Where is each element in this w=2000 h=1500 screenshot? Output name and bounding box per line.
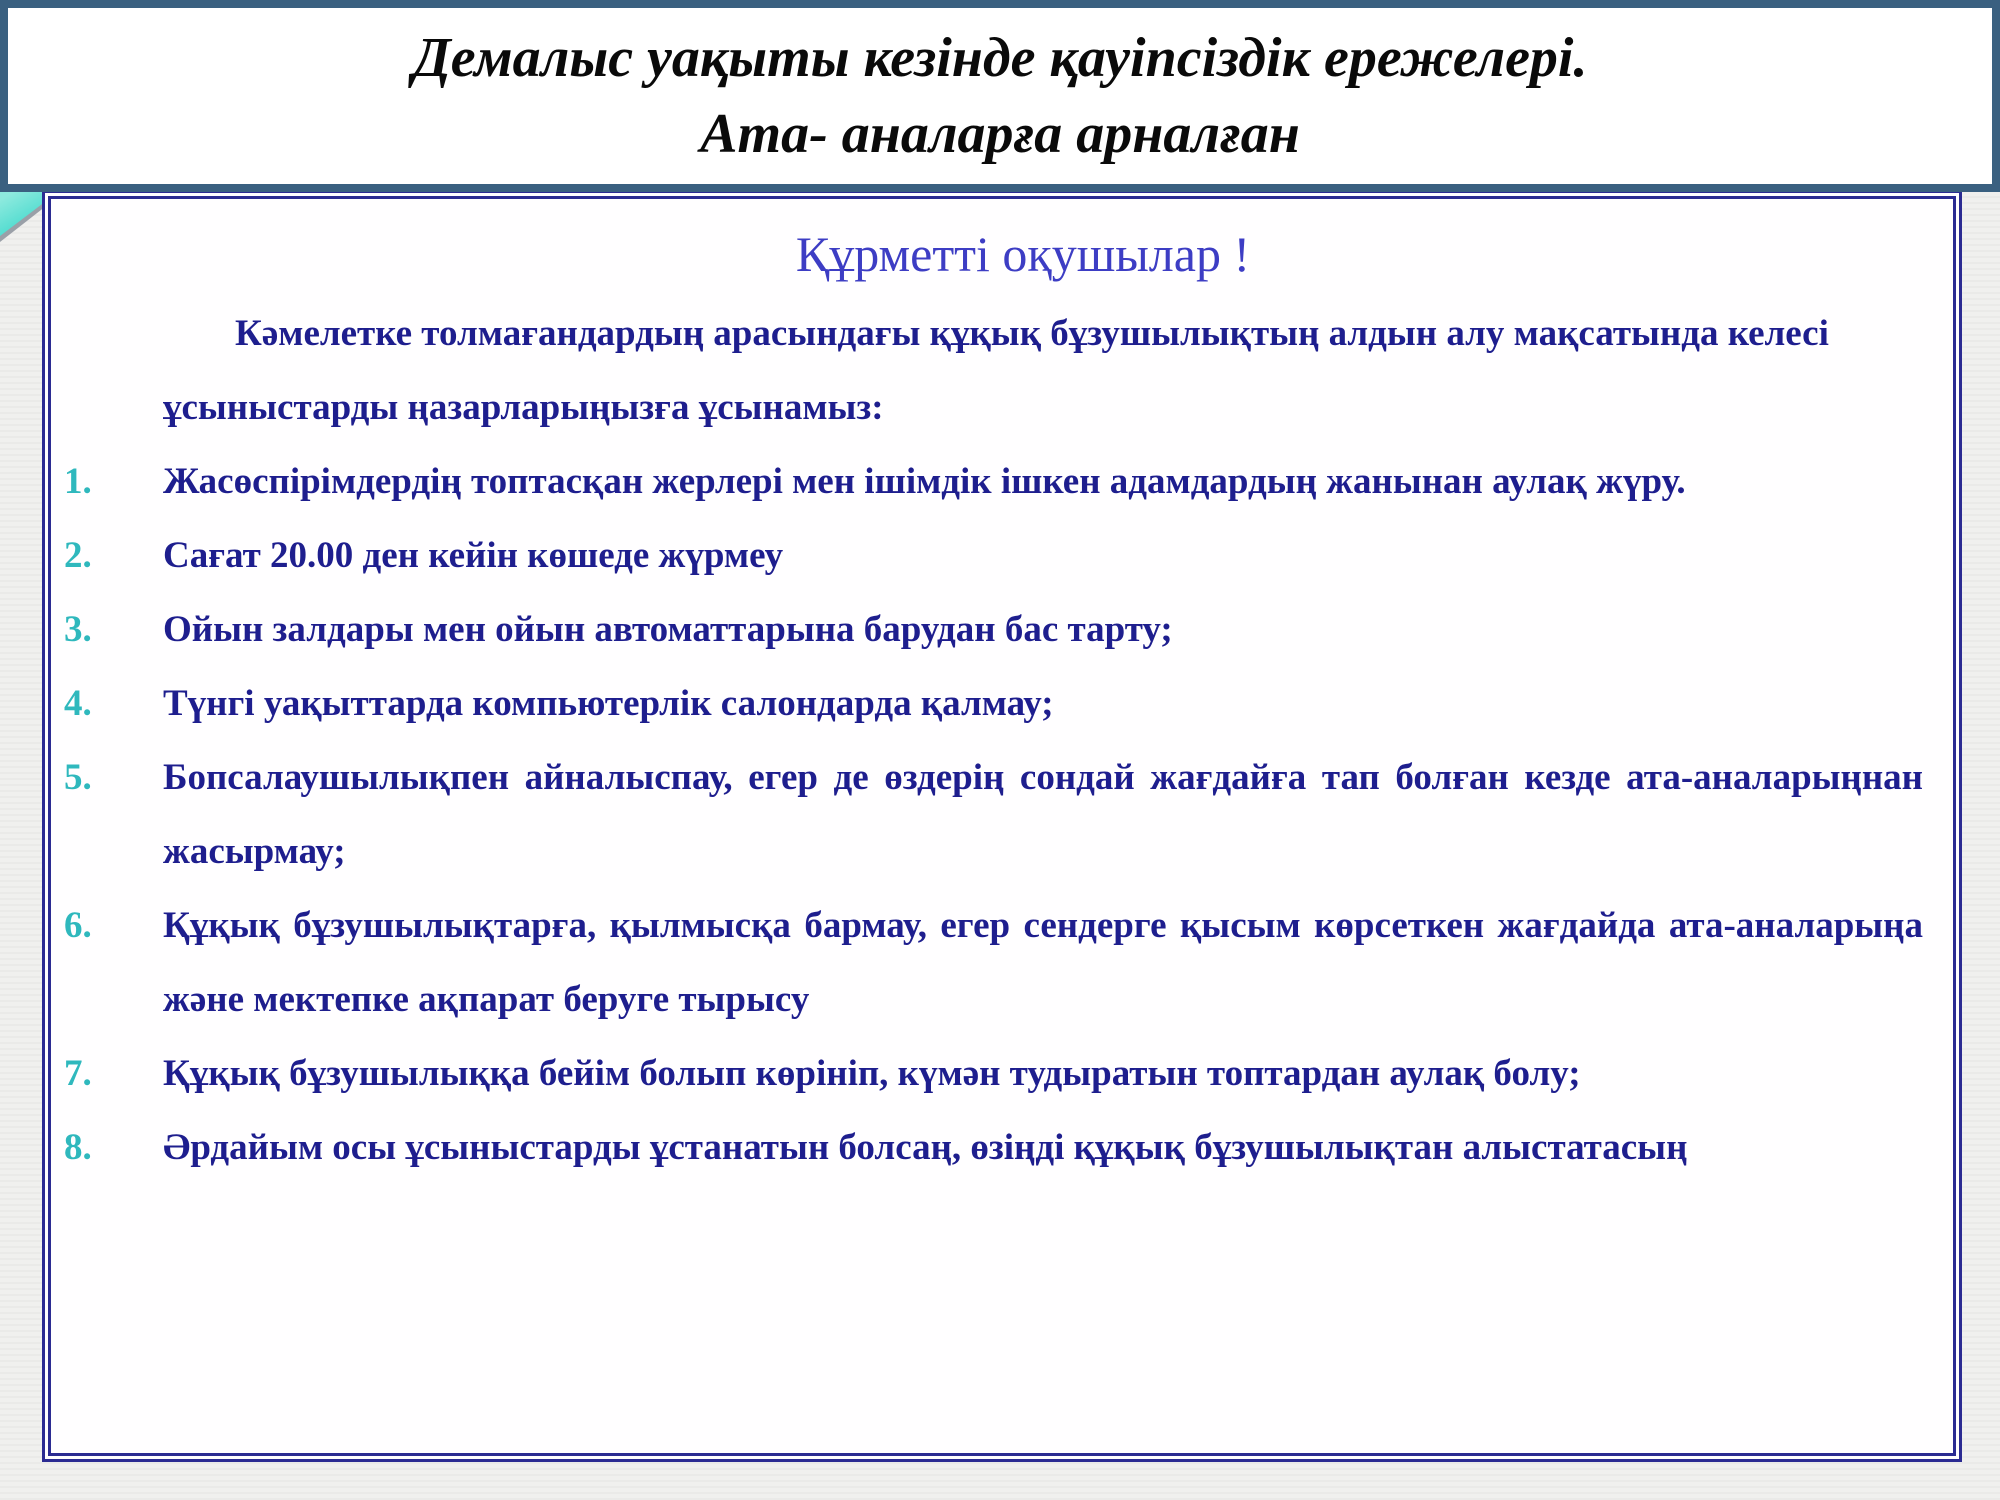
rule-item-7	[64, 1037, 1923, 1111]
title-banner	[0, 0, 2000, 192]
rule-text-7: Құқық бұзушылыққа бейім болып көрініп, күмән тудыратын топтардан аулақ болу;	[163, 1053, 1581, 1094]
slide-title-line1: Демалыс уақыты кезінде қауіпсіздік ережелері.	[412, 27, 1588, 89]
rule-number-8: 8.	[64, 1127, 92, 1168]
rule-number-7: 7.	[64, 1053, 92, 1094]
slide-title-line2: Ата- аналарға арналған	[700, 103, 1300, 165]
rule-number-1: 1.	[64, 461, 92, 502]
rule-number-3: 3.	[64, 609, 92, 650]
rule-text-5: Бопсалаушылықпен айналыспау, егер де өздерің сондай жағдайға тап болған кезде ата-аналарыңнан жасырмау;	[163, 757, 1923, 872]
rule-item-6	[64, 889, 1923, 1037]
rule-item-3	[64, 593, 1923, 667]
rules-list	[64, 445, 1923, 1185]
rule-item-1	[64, 445, 1923, 519]
rule-text-4: Түнгі уақыттарда компьютерлік салондарда қалмау;	[163, 683, 1054, 724]
rule-item-2	[64, 519, 1923, 593]
rule-text-1: Жасөспірімдердің топтасқан жерлері мен ішімдік ішкен адамдардың жанынан аулақ жүру.	[163, 461, 1686, 502]
rule-text-2: Сағат 20.00 ден кейін көшеде жүрмеу	[163, 535, 784, 576]
content-box	[42, 190, 1962, 1462]
rule-item-8	[64, 1111, 1923, 1185]
rule-item-4	[64, 667, 1923, 741]
rule-text-6: Құқық бұзушылықтарға, қылмысқа бармау, егер сендерге қысым көрсеткен жағдайда ата-аналарыңа және мектепке ақпарат беруге тырысу	[163, 905, 1923, 1020]
rule-text-8: Әрдайым осы ұсыныстарды ұстанатын болсаң, өзіңді құқық бұзушылықтан алыстатасың	[163, 1127, 1688, 1168]
rule-number-4: 4.	[64, 683, 92, 724]
rule-text-3: Ойын залдары мен ойын автоматтарына барудан бас тарту;	[163, 609, 1173, 650]
rule-number-5: 5.	[64, 757, 92, 798]
rule-item-5	[64, 741, 1923, 889]
rule-number-2: 2.	[64, 535, 92, 576]
intro-paragraph: Кәмелетке толмағандардың арасындағы құқық бұзушылықтың алдын алу мақсатында келесі ұсыныстарды ңазарларыңызға ұсынамыз:	[163, 313, 1829, 428]
content-heading: Құрметті оқушылар !	[795, 226, 1251, 282]
rule-number-6: 6.	[64, 905, 92, 946]
